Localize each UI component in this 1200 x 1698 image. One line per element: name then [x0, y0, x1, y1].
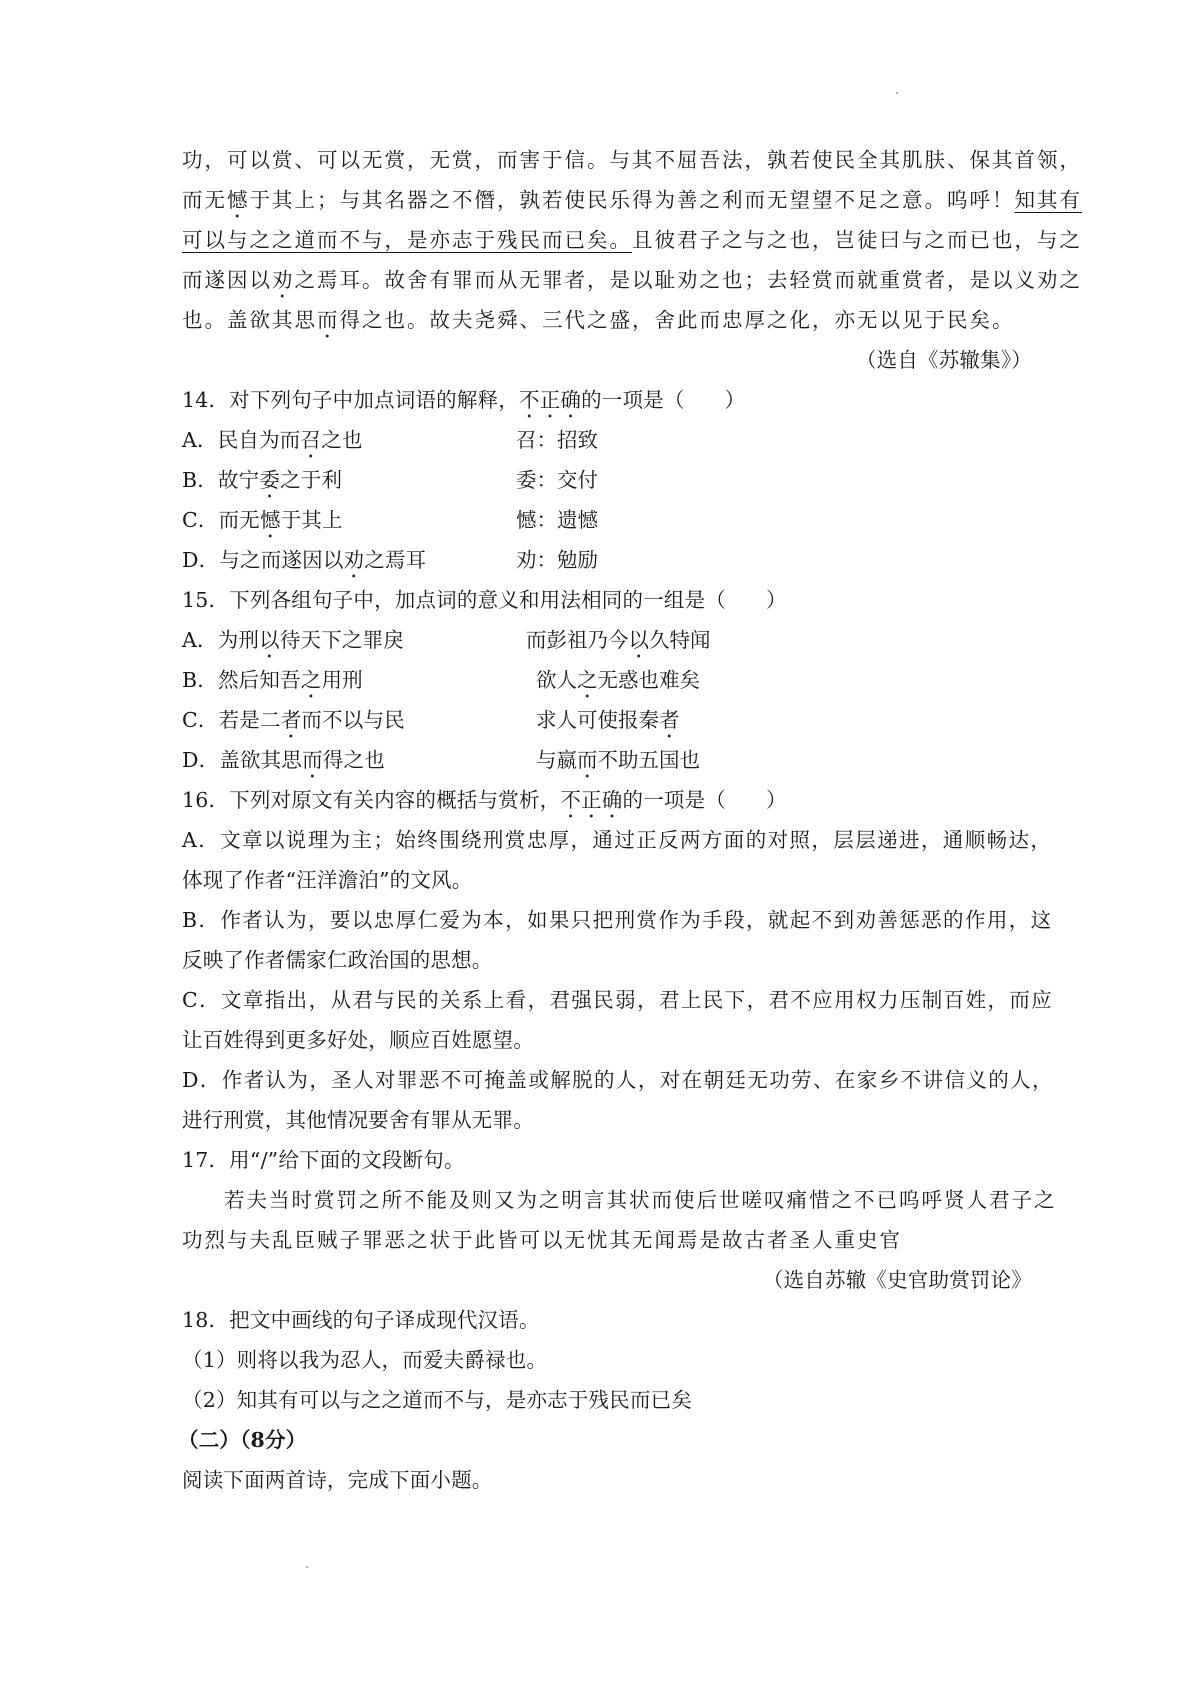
emphasis-char: 之 — [577, 668, 598, 692]
q15-option-c: C．若是二者而不以与民 — [182, 708, 405, 732]
passage-source: （选自《苏辙集》） — [855, 348, 1032, 372]
q14-gloss-c: 憾：遗憾 — [516, 508, 598, 532]
q17-source: （选自苏辙《史官助赏罚论》 — [762, 1268, 1032, 1292]
q15-option-b: B．然后知吾之用刑 — [182, 668, 363, 692]
q16-option-c-line2: 让百姓得到更多好处，顺应百姓愿望。 — [182, 1028, 534, 1052]
passage-line-2: 而无憾于其上；与其名器之不僭，孰若使民乐得为善之利而无望望不足之意。呜呼！知其有 — [182, 188, 1082, 212]
q14-gloss-b: 委：交付 — [516, 468, 598, 492]
q14-stem: 14．对下列句子中加点词语的解释，不正确的一项是（ ） — [182, 388, 746, 412]
q15-option-a-second: 而彭祖乃今以久特闻 — [526, 628, 711, 652]
passage-line-5: 也。盖欲其思而得之也。故夫尧舜、三代之盛，舍此而忠厚之化，亦无以见于民矣。 — [182, 308, 1015, 332]
emphasis-text: 不正确 — [560, 788, 623, 812]
q16-option-a-line1: A．文章以说理为主；始终围绕刑赏忠厚，通过正反两方面的对照，层层递进，通顺畅达， — [182, 828, 1053, 852]
emphasis-char: 召 — [300, 428, 322, 452]
emphasis-text: 不正确 — [519, 388, 582, 412]
emphasis-char: 劝 — [343, 548, 365, 572]
q17-text-line1: 若夫当时赏罚之所不能及则又为之明言其状而使后世嗟叹痛惜之不已呜呼贤人君子之 — [224, 1188, 1057, 1212]
emphasis-char: 者 — [280, 708, 302, 732]
q16-option-b-line1: B．作者认为，要以忠厚仁爱为本，如果只把刑赏作为手段，就起不到劝善惩恶的作用，这 — [182, 908, 1053, 932]
q14-option-b: B．故宁委之于利 — [182, 468, 343, 492]
q14-gloss-d: 劝：勉励 — [516, 548, 598, 572]
q15-option-c-second: 求人可使报秦者 — [536, 708, 680, 732]
emphasis-char: 委 — [259, 468, 281, 492]
q18-item-1: （1）则将以我为忍人，而爱夫爵禄也。 — [182, 1348, 548, 1372]
q14-option-a: A．民自为而召之也 — [182, 428, 363, 452]
q14-option-c: C．而无憾于其上 — [182, 508, 343, 532]
emphasis-char: 而 — [577, 748, 598, 772]
emphasis-char: 而 — [302, 748, 323, 772]
emphasis-char: 憾 — [260, 508, 281, 532]
q18-item-2: （2）知其有可以与之之道而不与，是亦志于残民而已矣 — [182, 1388, 693, 1412]
q14-option-d: D．与之而遂因以劝之焉耳 — [182, 548, 427, 572]
q15-option-b-second: 欲人之无惑也难矣 — [536, 668, 700, 692]
underlined-sentence-part1: 知其有 — [1014, 188, 1082, 212]
q15-option-d: D．盖欲其思而得之也 — [182, 748, 385, 772]
section-heading: （二）（8分） — [178, 1428, 307, 1452]
q16-option-d-line2: 进行刑赏，其他情况要舍有罪从无罪。 — [182, 1108, 534, 1132]
q15-option-a: A．为刑以待天下之罪戾 — [182, 628, 405, 652]
q15-stem: 15．下列各组句子中，加点词的意义和用法相同的一组是（ ） — [182, 588, 787, 612]
scan-speck — [306, 1566, 308, 1568]
scan-speck — [896, 92, 898, 94]
q16-option-c-line1: C．文章指出，从君与民的关系上看，君强民弱，君上民下，君不应用权力压制百姓，而应 — [182, 988, 1054, 1012]
q16-stem: 16．下列对原文有关内容的概括与赏析，不正确的一项是（ ） — [182, 788, 787, 812]
q16-option-d-line1: D．作者认为，圣人对罪恶不可掩盖或解脱的人，对在朝廷无功劳、在家乡不讲信义的人， — [182, 1068, 1054, 1092]
q16-option-a-line2: 体现了作者“汪洋澹泊”的文风。 — [182, 868, 473, 892]
emphasis-char: 者 — [659, 708, 680, 732]
q17-text-line2: 功烈与夫乱臣贼子罪恶之状于此皆可以无忧其无闻焉是故古者圣人重史官 — [182, 1228, 902, 1252]
section-intro: 阅读下面两首诗，完成下面小题。 — [182, 1468, 493, 1492]
q16-option-b-line2: 反映了作者儒家仁政治国的思想。 — [182, 948, 493, 972]
passage-line-3: 可以与之之道而不与，是亦志于残民而已矣。且彼君子之与之也，岂徒曰与之而已也，与之 — [182, 228, 1082, 252]
q15-option-d-second: 与嬴而不助五国也 — [536, 748, 700, 772]
emphasis-char: 劝 — [272, 268, 295, 292]
emphasis-char: 以 — [259, 628, 280, 652]
q17-stem: 17．用“/”给下面的文段断句。 — [182, 1148, 465, 1172]
passage-line-4: 而遂因以劝之焉耳。故舍有罪而从无罪者，是以耻劝之也；去轻赏而就重赏者，是以义劝之 — [182, 268, 1082, 292]
emphasis-char: 憾 — [227, 188, 250, 212]
q14-gloss-a: 召：招致 — [516, 428, 598, 452]
underlined-sentence-part2: 可以与之之道而不与，是亦志于残民而已矣。 — [182, 228, 632, 252]
emphasis-char: 之 — [300, 668, 322, 692]
emphasis-char: 而 — [317, 308, 340, 332]
q18-stem: 18．把文中画线的句子译成现代汉语。 — [182, 1308, 540, 1332]
passage-line-1: 功，可以赏、可以无赏，无赏，而害于信。与其不屈吾法，孰若使民全其肌肤、保其首领， — [182, 148, 1082, 172]
emphasis-char: 以 — [628, 628, 649, 652]
